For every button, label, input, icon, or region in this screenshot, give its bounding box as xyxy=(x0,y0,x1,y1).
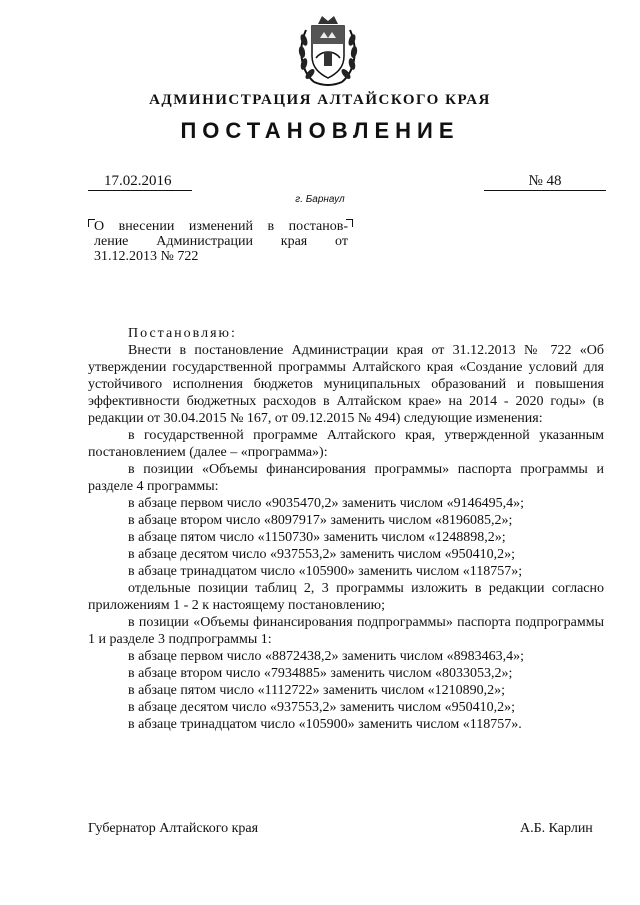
body-paragraph: в абзаце тринадцатом число «105900» заменить числом «118757». xyxy=(128,717,522,732)
body-paragraph: в позиции «Объемы финансирования подпрограммы» паспорта подпрограммы 1 и разделе 3 подпрограммы 1: xyxy=(88,615,604,647)
body-paragraph: Внести в постановление Администрации края от 31.12.2013 № 722 «Об утверждении государственной программы Алтайского края «Создание условий для устойчивого исполнения бюджетов муниципальных образований и повышения эффективности бюджетных расходов в Алтайском крае» на 2014 - 2020 годы» (в редакции от 30.04.2015 № 167, от 09.12.2015 № 494) следующие изменения: xyxy=(88,343,604,426)
body-paragraph: в абзаце первом число «9035470,2» заменить числом «9146495,4»; xyxy=(128,496,524,511)
organization-title: АДМИНИСТРАЦИЯ АЛТАЙСКОГО КРАЯ xyxy=(149,92,491,108)
coat-of-arms-icon xyxy=(296,12,360,90)
body-paragraph: в абзаце пятом число «1112722» заменить числом «1210890,2»; xyxy=(128,683,506,698)
body-paragraph: в позиции «Объемы финансирования программы» паспорта программы и разделе 4 программы: xyxy=(88,462,604,494)
resolve-word: Постановляю: xyxy=(128,326,237,341)
body-paragraph: в абзаце тринадцатом число «105900» заменить числом «118757»; xyxy=(128,564,523,579)
body-paragraph: в абзаце десятом число «937553,2» заменить числом «950410,2»; xyxy=(128,547,516,562)
subject-line: О внесении изменений в постанов- xyxy=(94,219,348,234)
body-paragraph: в абзаце пятом число «1150730» заменить числом «1248898,2»; xyxy=(128,530,506,545)
body-paragraph: в государственной программе Алтайского края, утвержденной указанным постановлением (далее – «программа»): xyxy=(88,428,604,460)
body-paragraph: в абзаце десятом число «937553,2» заменить числом «950410,2»; xyxy=(128,700,516,715)
document-type: ПОСТАНОВЛЕНИЕ xyxy=(180,118,460,143)
body-paragraph: отдельные позиции таблиц 2, 3 программы изложить в редакции согласно приложениям 1 - 2 к настоящему постановлению; xyxy=(88,581,604,613)
document-subject xyxy=(94,219,348,264)
body-paragraph: в абзаце первом число «8872438,2» заменить числом «8983463,4»; xyxy=(128,649,524,664)
subject-line: ление Администрации края от xyxy=(94,234,348,249)
document-number: № 48 xyxy=(484,172,606,191)
body-paragraph: в абзаце втором число «8097917» заменить числом «8196085,2»; xyxy=(128,513,513,528)
document-date: 17.02.2016 xyxy=(88,172,192,191)
signer-name: А.Б. Карлин xyxy=(520,821,593,836)
body-paragraph: в абзаце втором число «7934885» заменить числом «8033053,2»; xyxy=(128,666,513,681)
signer-position: Губернатор Алтайского края xyxy=(88,821,259,836)
document-body xyxy=(88,325,604,733)
document-city: г. Барнаул xyxy=(295,194,345,205)
subject-line: 31.12.2013 № 722 xyxy=(94,249,199,264)
